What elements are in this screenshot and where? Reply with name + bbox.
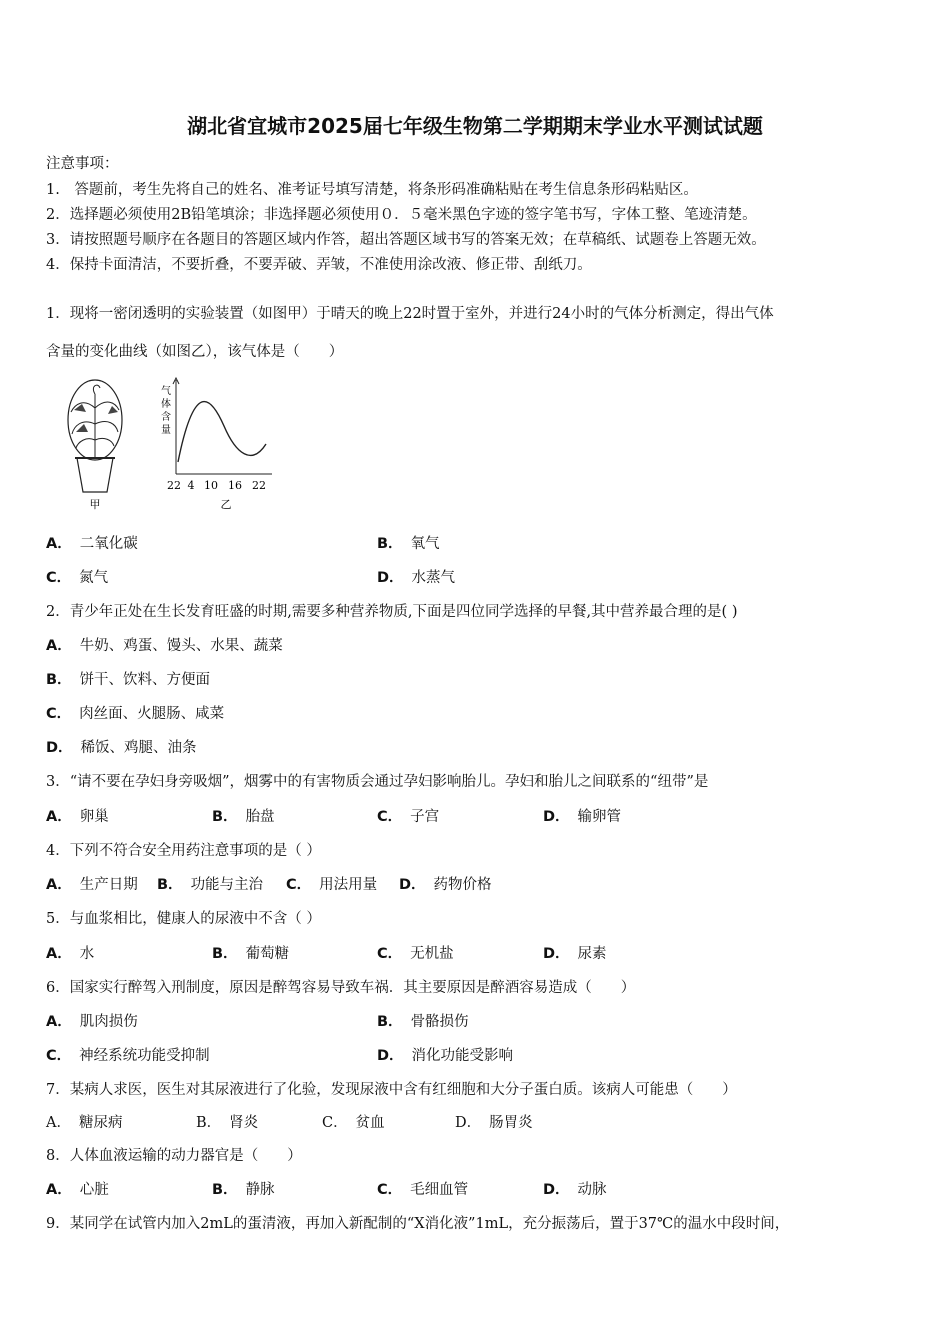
option-a[interactable]: A． 心脏	[46, 1182, 109, 1198]
question-1-stem: 1．现将一密闭透明的实验装置（如图甲）于晴天的晚上22时置于室外，并进行24小时的气体分析测定，得出气体	[46, 306, 774, 322]
x-tick-label: 16	[228, 479, 242, 492]
y-axis-label-char: 体	[161, 399, 171, 410]
option-d[interactable]: D． 肠胃炎	[455, 1115, 533, 1131]
figure-caption-right: 乙	[220, 498, 232, 511]
option-a[interactable]: A． 牛奶、鸡蛋、馒头、水果、蔬菜	[46, 638, 283, 654]
option-c[interactable]: C． 子宫	[377, 809, 440, 825]
question-6-stem: 6．国家实行醉驾入刑制度，原因是醉驾容易导致车祸．其主要原因是醉酒容易造成（ ）	[46, 980, 636, 996]
option-d[interactable]: D． 尿素	[543, 946, 607, 962]
figure-caption-left: 甲	[89, 498, 101, 511]
x-tick-label: 22	[167, 479, 181, 492]
y-axis-label-char: 气	[161, 386, 171, 397]
question-1-figure	[60, 374, 280, 514]
option-c[interactable]: C． 神经系统功能受抑制	[46, 1048, 210, 1064]
option-d[interactable]: D． 输卵管	[543, 809, 622, 825]
option-c[interactable]: C． 肉丝面、火腿肠、咸菜	[46, 706, 225, 722]
question-8-stem: 8．人体血液运输的动力器官是（ ）	[46, 1148, 302, 1164]
option-a[interactable]: A． 生产日期	[46, 877, 138, 893]
option-d[interactable]: D． 稀饭、鸡腿、油条	[46, 740, 197, 756]
option-a[interactable]: A． 二氧化碳	[46, 536, 138, 552]
question-5-stem: 5．与血浆相比，健康人的尿液中不含（ ）	[46, 911, 321, 927]
option-a[interactable]: A． 卵巢	[46, 809, 109, 825]
option-a[interactable]: A． 肌肉损伤	[46, 1014, 138, 1030]
notice-heading: 注意事项：	[46, 156, 119, 172]
gas-content-curve	[161, 378, 272, 511]
option-c[interactable]: C． 贫血	[322, 1115, 385, 1131]
x-tick-label: 22	[252, 479, 266, 492]
option-d[interactable]: D． 药物价格	[399, 877, 492, 893]
option-d[interactable]: D． 消化功能受影响	[377, 1048, 514, 1064]
notice-item: 3．请按照题号顺序在各题目的答题区域内作答，超出答题区域书写的答案无效；在草稿纸、试题卷上答题无效。	[46, 232, 766, 248]
notice-item: 4．保持卡面清洁，不要折叠，不要弄破、弄皱，不准使用涂改液、修正带、刮纸刀。	[46, 257, 592, 273]
option-b[interactable]: B． 静脉	[212, 1182, 275, 1198]
option-d[interactable]: D． 水蒸气	[377, 570, 456, 586]
plant-bell-jar-illustration	[68, 380, 122, 511]
option-b[interactable]: B． 功能与主治	[157, 877, 264, 893]
option-c[interactable]: C． 氮气	[46, 570, 109, 586]
x-tick-label: 10	[204, 479, 218, 492]
question-7-stem: 7．某病人求医，医生对其尿液进行了化验，发现尿液中含有红细胞和大分子蛋白质。该病人可能患（ ）	[46, 1082, 737, 1098]
notice-item: 2．选择题必须使用2B铅笔填涂；非选择题必须使用０．５毫米黑色字迹的签字笔书写，字体工整、笔迹清楚。	[46, 207, 757, 223]
question-4-stem: 4．下列不符合安全用药注意事项的是（ ）	[46, 843, 321, 859]
question-3-stem: 3．“请不要在孕妇身旁吸烟”，烟雾中的有害物质会通过孕妇影响胎儿。孕妇和胎儿之间联系的“纽带”是	[46, 774, 709, 790]
option-b[interactable]: B． 氧气	[377, 536, 440, 552]
option-b[interactable]: B． 肾炎	[196, 1115, 259, 1131]
page-title: 湖北省宜城市2025届七年级生物第二学期期末学业水平测试试题	[187, 114, 763, 138]
x-tick-label: 4	[187, 479, 195, 492]
option-b[interactable]: B． 葡萄糖	[212, 946, 290, 962]
question-1-stem: 含量的变化曲线（如图乙），该气体是（ ）	[46, 344, 344, 360]
y-axis-label-char: 量	[161, 425, 171, 436]
y-axis-label-char: 含	[161, 412, 171, 423]
option-c[interactable]: C． 毛细血管	[377, 1182, 469, 1198]
question-2-stem: 2．青少年正处在生长发育旺盛的时期,需要多种营养物质,下面是四位同学选择的早餐,其中营养最合理的是( )	[46, 604, 738, 620]
option-a[interactable]: A． 水	[46, 946, 95, 962]
option-b[interactable]: B． 饼干、饮料、方便面	[46, 672, 211, 688]
notice-item: 1. 答题前，考生先将自己的姓名、准考证号填写清楚，将条形码准确粘贴在考生信息条形码粘贴区。	[46, 182, 698, 198]
option-b[interactable]: B． 胎盘	[212, 809, 275, 825]
option-a[interactable]: A． 糖尿病	[46, 1115, 123, 1131]
option-c[interactable]: C． 用法用量	[286, 877, 378, 893]
option-b[interactable]: B． 骨骼损伤	[377, 1014, 469, 1030]
option-d[interactable]: D． 动脉	[543, 1182, 607, 1198]
option-c[interactable]: C． 无机盐	[377, 946, 454, 962]
question-9-stem: 9．某同学在试管内加入2mL的蛋清液，再加入新配制的“X消化液”1mL，充分振荡后，置于37℃的温水中段时间，	[46, 1216, 790, 1232]
